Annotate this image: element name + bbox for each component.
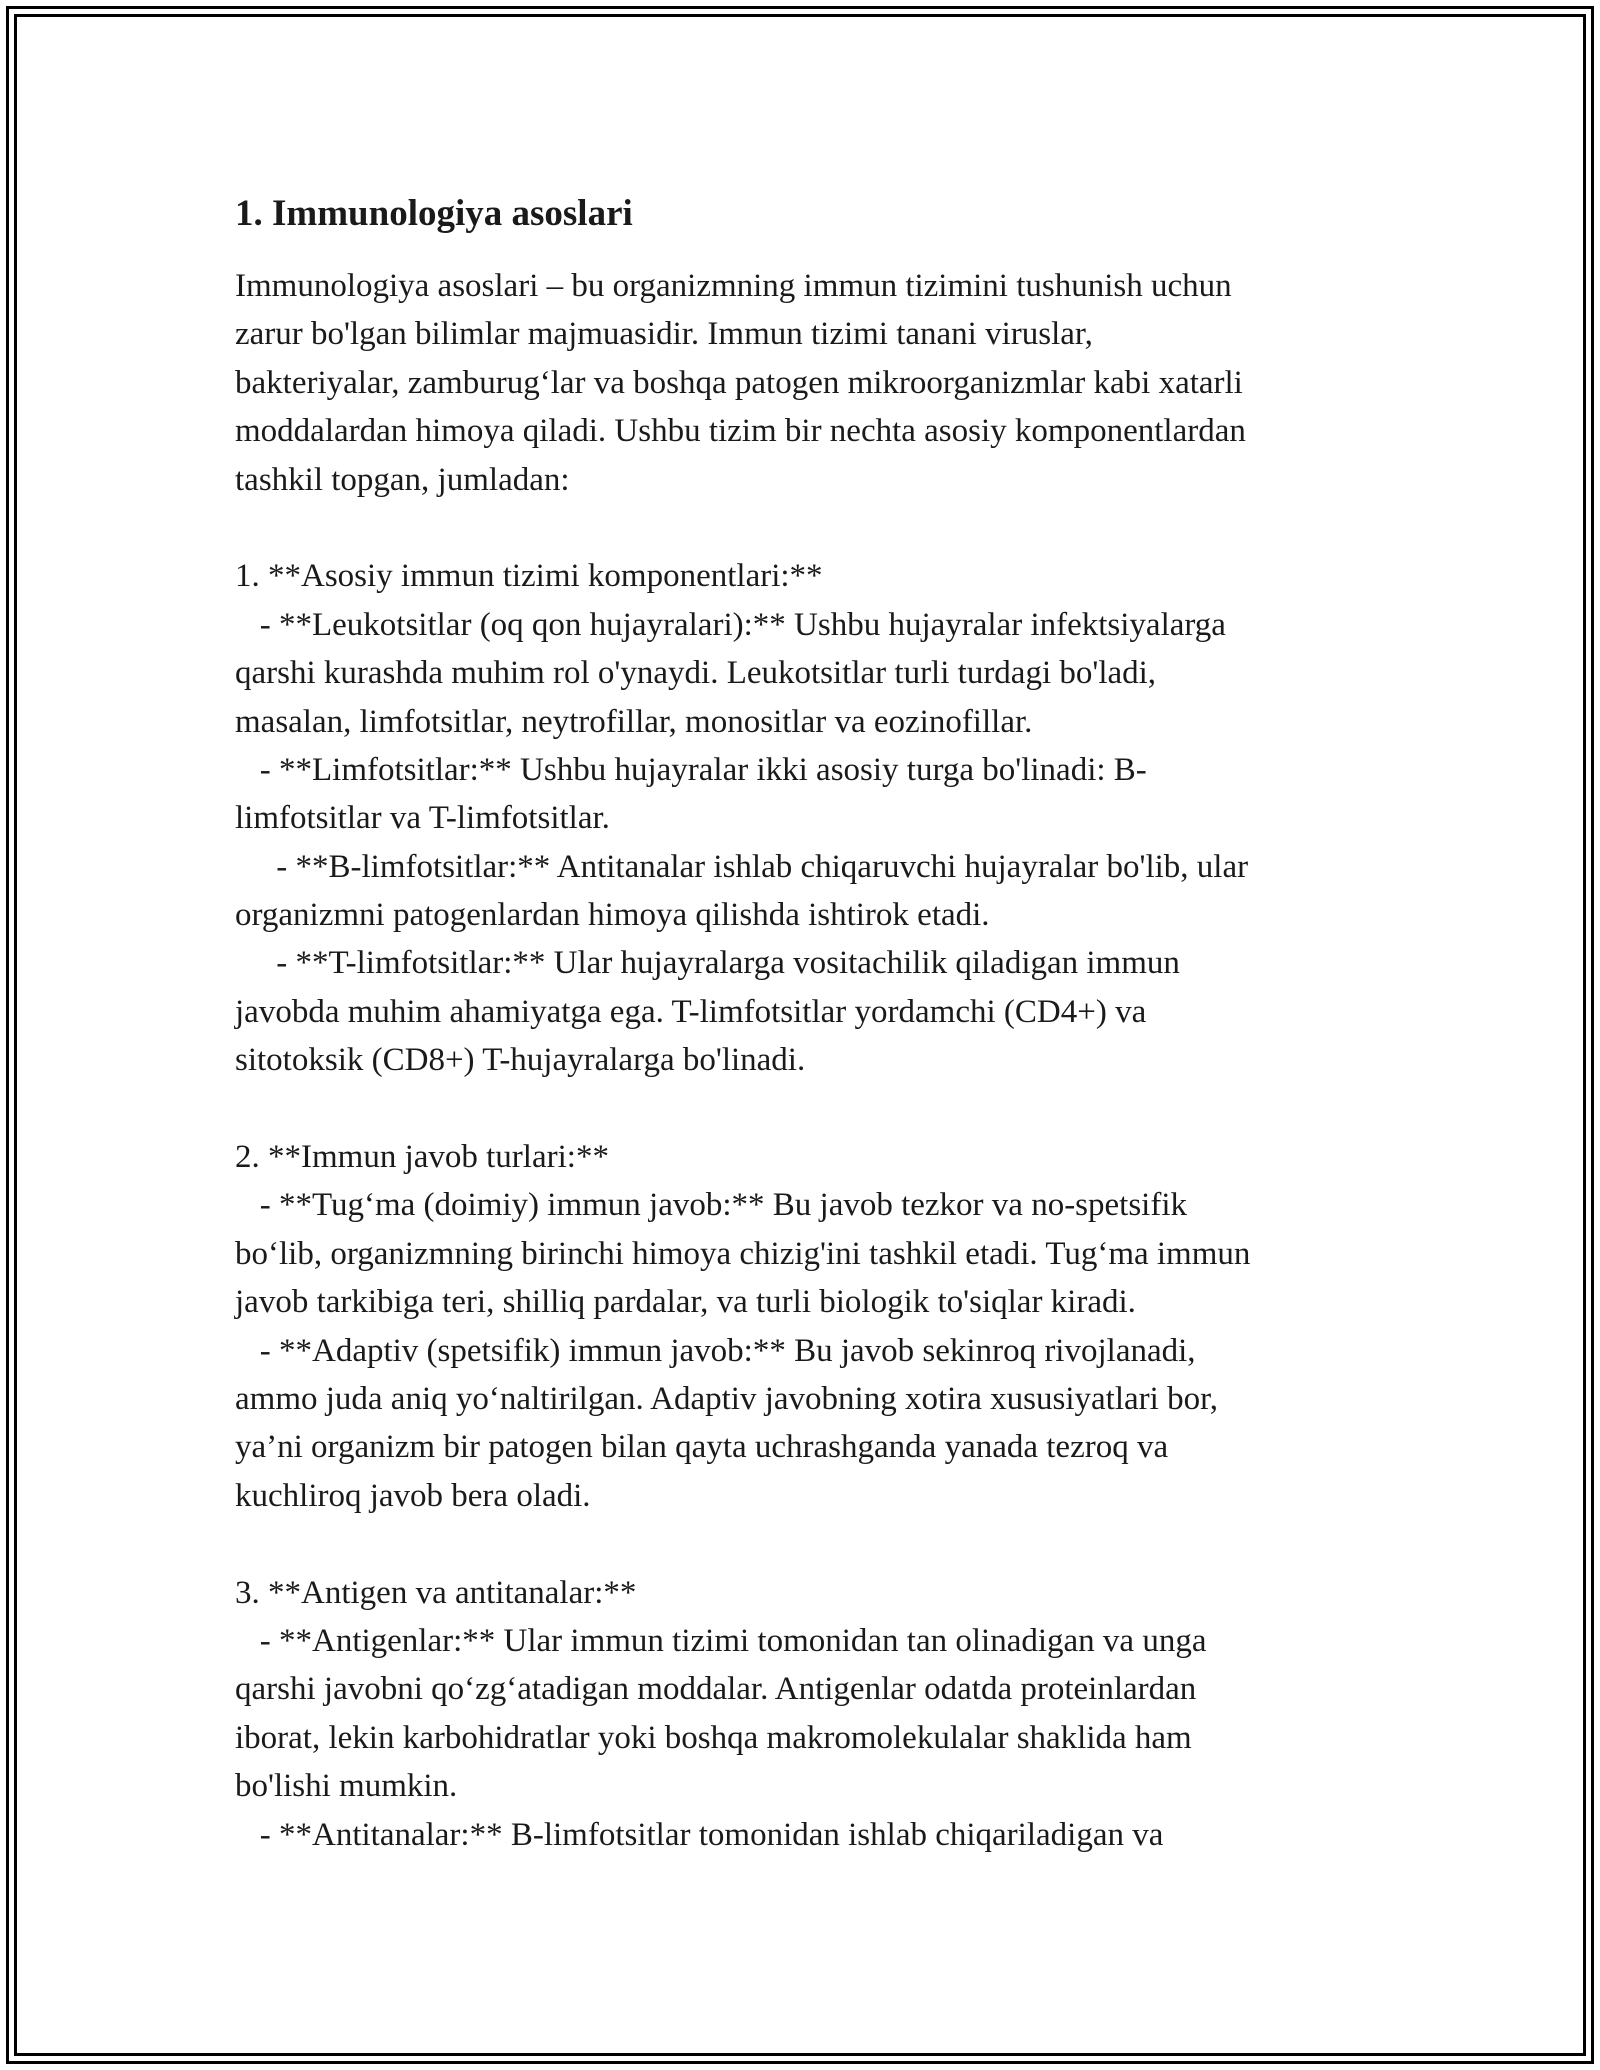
text-line: - **T-limfotsitlar:** Ular hujayralarga vositachilik qiladigan immun [235,945,1180,982]
blank-line [235,504,1375,552]
section-heading: 1. Immunologiya asoslari [235,193,633,234]
text-line: qarshi kurashda muhim rol o'ynaydi. Leukotsitlar turli turdagi bo'ladi, [235,655,1157,692]
document-page [235,188,1375,1859]
text-line: - **Adaptiv (spetsifik) immun javob:** Bu javob sekinroq rivojlanadi, [235,1332,1196,1369]
text-line: 2. **Immun javob turlari:** [235,1139,609,1176]
text-line: - **Leukotsitlar (oq qon hujayralari):** Ushbu hujayralar infektsiyalarga [235,606,1226,643]
blank-line [235,1085,1375,1133]
text-line: masalan, limfotsitlar, neytrofillar, monositlar va eozinofillar. [235,703,1033,740]
text-line: moddalardan himoya qiladi. Ushbu tizim bir nechta asosiy komponentlardan [235,413,1246,450]
text-line: sitotoksik (CD8+) T-hujayralarga bo'linadi. [235,1042,806,1079]
document-body [235,262,1375,1859]
text-line: bakteriyalar, zamburug‘lar va boshqa patogen mikroorganizmlar kabi xatarli [235,364,1243,401]
text-line: 3. **Antigen va antitanalar:** [235,1574,637,1611]
text-line: limfotsitlar va T-limfotsitlar. [235,800,610,837]
text-line: - **Antitanalar:** B-limfotsitlar tomonidan ishlab chiqariladigan va [235,1816,1164,1853]
text-line: Immunologiya asoslari – bu organizmning immun tizimini tushunish uchun [235,268,1232,304]
text-line: - **B-limfotsitlar:** Antitanalar ishlab chiqaruvchi hujayralar bo'lib, ular [235,848,1249,885]
text-line: javobda muhim ahamiyatga ega. T-limfotsitlar yordamchi (CD4+) va [235,993,1147,1030]
text-line: ammo juda aniq yo‘naltirilgan. Adaptiv javobning xotira xususiyatlari bor, [235,1380,1218,1417]
text-line: zarur bo'lgan bilimlar majmuasidir. Immun tizimi tanani viruslar, [235,316,1093,353]
text-line: javob tarkibiga teri, shilliq pardalar, va turli biologik to'siqlar kiradi. [235,1284,1136,1321]
text-line: bo‘lib, organizmning birinchi himoya chizig'ini tashkil etadi. Tug‘ma immun [235,1235,1251,1272]
text-line: ya’ni organizm bir patogen bilan qayta uchrashganda yanada tezroq va [235,1429,1169,1466]
text-line: 1. **Asosiy immun tizimi komponentlari:** [235,558,823,595]
text-line: - **Antigenlar:** Ular immun tizimi tomonidan tan olinadigan va unga [235,1622,1207,1659]
text-line: - **Tug‘ma (doimiy) immun javob:** Bu javob tezkor va no-spetsifik [235,1187,1188,1224]
text-line: bo'lishi mumkin. [235,1768,458,1805]
text-line: qarshi javobni qo‘zg‘atadigan moddalar. Antigenlar odatda proteinlardan [235,1671,1197,1708]
text-line: kuchliroq javob bera oladi. [235,1477,591,1514]
text-line: tashkil topgan, jumladan: [235,461,570,498]
blank-line [235,1520,1375,1568]
text-line: - **Limfotsitlar:** Ushbu hujayralar ikki asosiy turga bo'linadi: B- [235,751,1147,788]
text-line: iborat, lekin karbohidratlar yoki boshqa makromolekulalar shaklida ham [235,1719,1192,1756]
text-line: organizmni patogenlardan himoya qilishda ishtirok etadi. [235,897,990,934]
